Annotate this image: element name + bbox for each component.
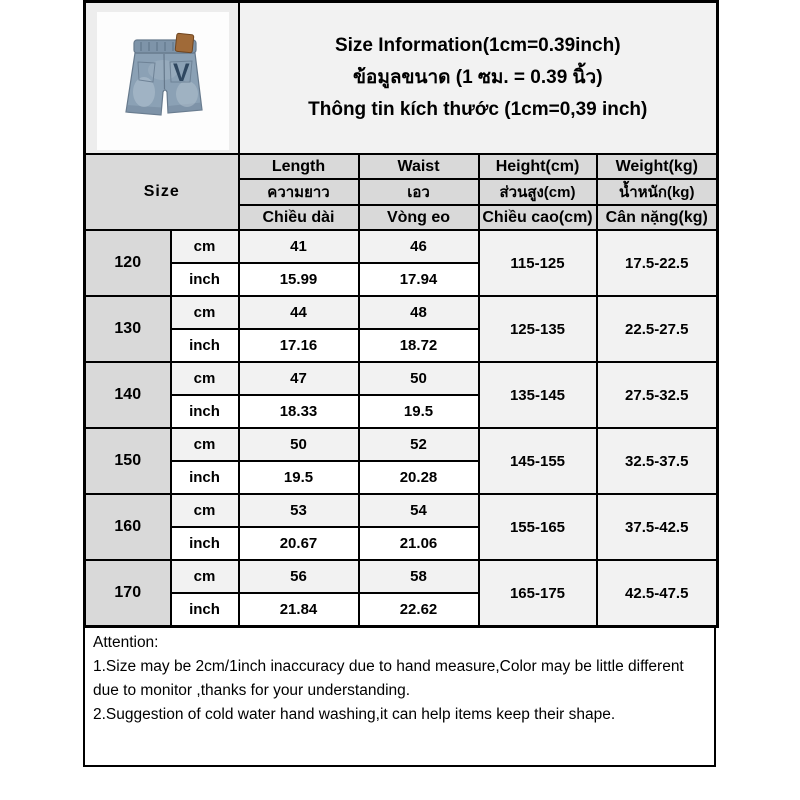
- length-inch-value: 18.33: [239, 395, 359, 428]
- attention-heading: Attention:: [93, 634, 159, 651]
- title-line-vi: Thông tin kích thước (1cm=0,39 inch): [308, 99, 648, 120]
- height-range-value: 135-145: [479, 362, 597, 428]
- height-range-value: 165-175: [479, 560, 597, 627]
- length-cm-value: 41: [239, 230, 359, 263]
- height-range-value: 115-125: [479, 230, 597, 296]
- length-cm-value: 50: [239, 428, 359, 461]
- height-range-value: 145-155: [479, 428, 597, 494]
- header-row-en: [85, 154, 718, 179]
- weight-range-value: 32.5-37.5: [597, 428, 718, 494]
- size-row-160-cm: [85, 494, 718, 527]
- title-line-en: Size Information(1cm=0.39inch): [334, 35, 621, 56]
- length-inch-value: 20.67: [239, 527, 359, 560]
- size-row-170-cm: [85, 560, 718, 593]
- waist-inch-value: 17.94: [359, 263, 479, 296]
- weight-range-value: 42.5-47.5: [597, 560, 718, 627]
- attention-box: [83, 628, 716, 767]
- col-header-waist-vi: Vòng eo: [359, 205, 479, 230]
- length-cm-value: 56: [239, 560, 359, 593]
- height-range-value: 125-135: [479, 296, 597, 362]
- waist-inch-value: 22.62: [359, 593, 479, 627]
- unit-label-cm: cm: [171, 560, 239, 593]
- title-row: [85, 2, 718, 155]
- waist-inch-value: 20.28: [359, 461, 479, 494]
- length-cm-value: 53: [239, 494, 359, 527]
- waist-cm-value: 50: [359, 362, 479, 395]
- height-range-value: 155-165: [479, 494, 597, 560]
- col-header-length-en: Length: [239, 154, 359, 179]
- denim-shorts-image: [97, 12, 229, 150]
- waist-inch-value: 18.72: [359, 329, 479, 362]
- col-header-waist-th: เอว: [359, 179, 479, 205]
- col-header-height-vi: Chiều cao(cm): [479, 205, 597, 230]
- length-inch-value: 19.5: [239, 461, 359, 494]
- size-value: 120: [85, 230, 171, 296]
- col-header-length-th: ความยาว: [239, 179, 359, 205]
- col-header-weight-vi: Cân nặng(kg): [597, 205, 718, 230]
- size-value: 130: [85, 296, 171, 362]
- col-header-height-th: ส่วนสูง(cm): [479, 179, 597, 205]
- size-column-header: Size: [85, 154, 239, 230]
- size-value: 160: [85, 494, 171, 560]
- size-value: 140: [85, 362, 171, 428]
- size-row-130-cm: [85, 296, 718, 329]
- size-table: [83, 0, 719, 628]
- size-row-140-cm: [85, 362, 718, 395]
- unit-label-cm: cm: [171, 494, 239, 527]
- size-row-120-cm: [85, 230, 718, 263]
- size-chart-sheet: [83, 0, 716, 767]
- waist-inch-value: 21.06: [359, 527, 479, 560]
- size-row-150-cm: [85, 428, 718, 461]
- weight-range-value: 27.5-32.5: [597, 362, 718, 428]
- size-info-title-cell: [239, 2, 718, 155]
- size-value: 150: [85, 428, 171, 494]
- unit-label-cm: cm: [171, 296, 239, 329]
- waist-cm-value: 54: [359, 494, 479, 527]
- waist-cm-value: 58: [359, 560, 479, 593]
- weight-range-value: 37.5-42.5: [597, 494, 718, 560]
- unit-label-inch: inch: [171, 263, 239, 296]
- length-cm-value: 44: [239, 296, 359, 329]
- unit-label-inch: inch: [171, 461, 239, 494]
- length-inch-value: 21.84: [239, 593, 359, 627]
- unit-label-inch: inch: [171, 593, 239, 627]
- attention-note-1: 1.Size may be 2cm/1inch inaccuracy due to hand measure,Color may be little different due to monitor ,thanks for your understanding.: [93, 658, 684, 699]
- waist-cm-value: 46: [359, 230, 479, 263]
- col-header-length-vi: Chiều dài: [239, 205, 359, 230]
- unit-label-inch: inch: [171, 527, 239, 560]
- col-header-waist-en: Waist: [359, 154, 479, 179]
- unit-label-cm: cm: [171, 362, 239, 395]
- col-header-height-en: Height(cm): [479, 154, 597, 179]
- weight-range-value: 22.5-27.5: [597, 296, 718, 362]
- unit-label-cm: cm: [171, 428, 239, 461]
- waist-inch-value: 19.5: [359, 395, 479, 428]
- unit-label-cm: cm: [171, 230, 239, 263]
- product-photo-cell: [85, 2, 239, 155]
- unit-label-inch: inch: [171, 395, 239, 428]
- product-photo: [97, 12, 229, 150]
- col-header-weight-en: Weight(kg): [597, 154, 718, 179]
- weight-range-value: 17.5-22.5: [597, 230, 718, 296]
- svg-text:V: V: [173, 58, 190, 87]
- length-cm-value: 47: [239, 362, 359, 395]
- size-value: 170: [85, 560, 171, 627]
- length-inch-value: 15.99: [239, 263, 359, 296]
- length-inch-value: 17.16: [239, 329, 359, 362]
- col-header-weight-th: น้ำหนัก(kg): [597, 179, 718, 205]
- waist-cm-value: 48: [359, 296, 479, 329]
- unit-label-inch: inch: [171, 329, 239, 362]
- waist-cm-value: 52: [359, 428, 479, 461]
- title-line-th: ข้อมูลขนาด (1 ซม. = 0.39 นิ้ว): [352, 67, 603, 88]
- attention-note-2: 2.Suggestion of cold water hand washing,it can help items keep their shape.: [93, 706, 616, 723]
